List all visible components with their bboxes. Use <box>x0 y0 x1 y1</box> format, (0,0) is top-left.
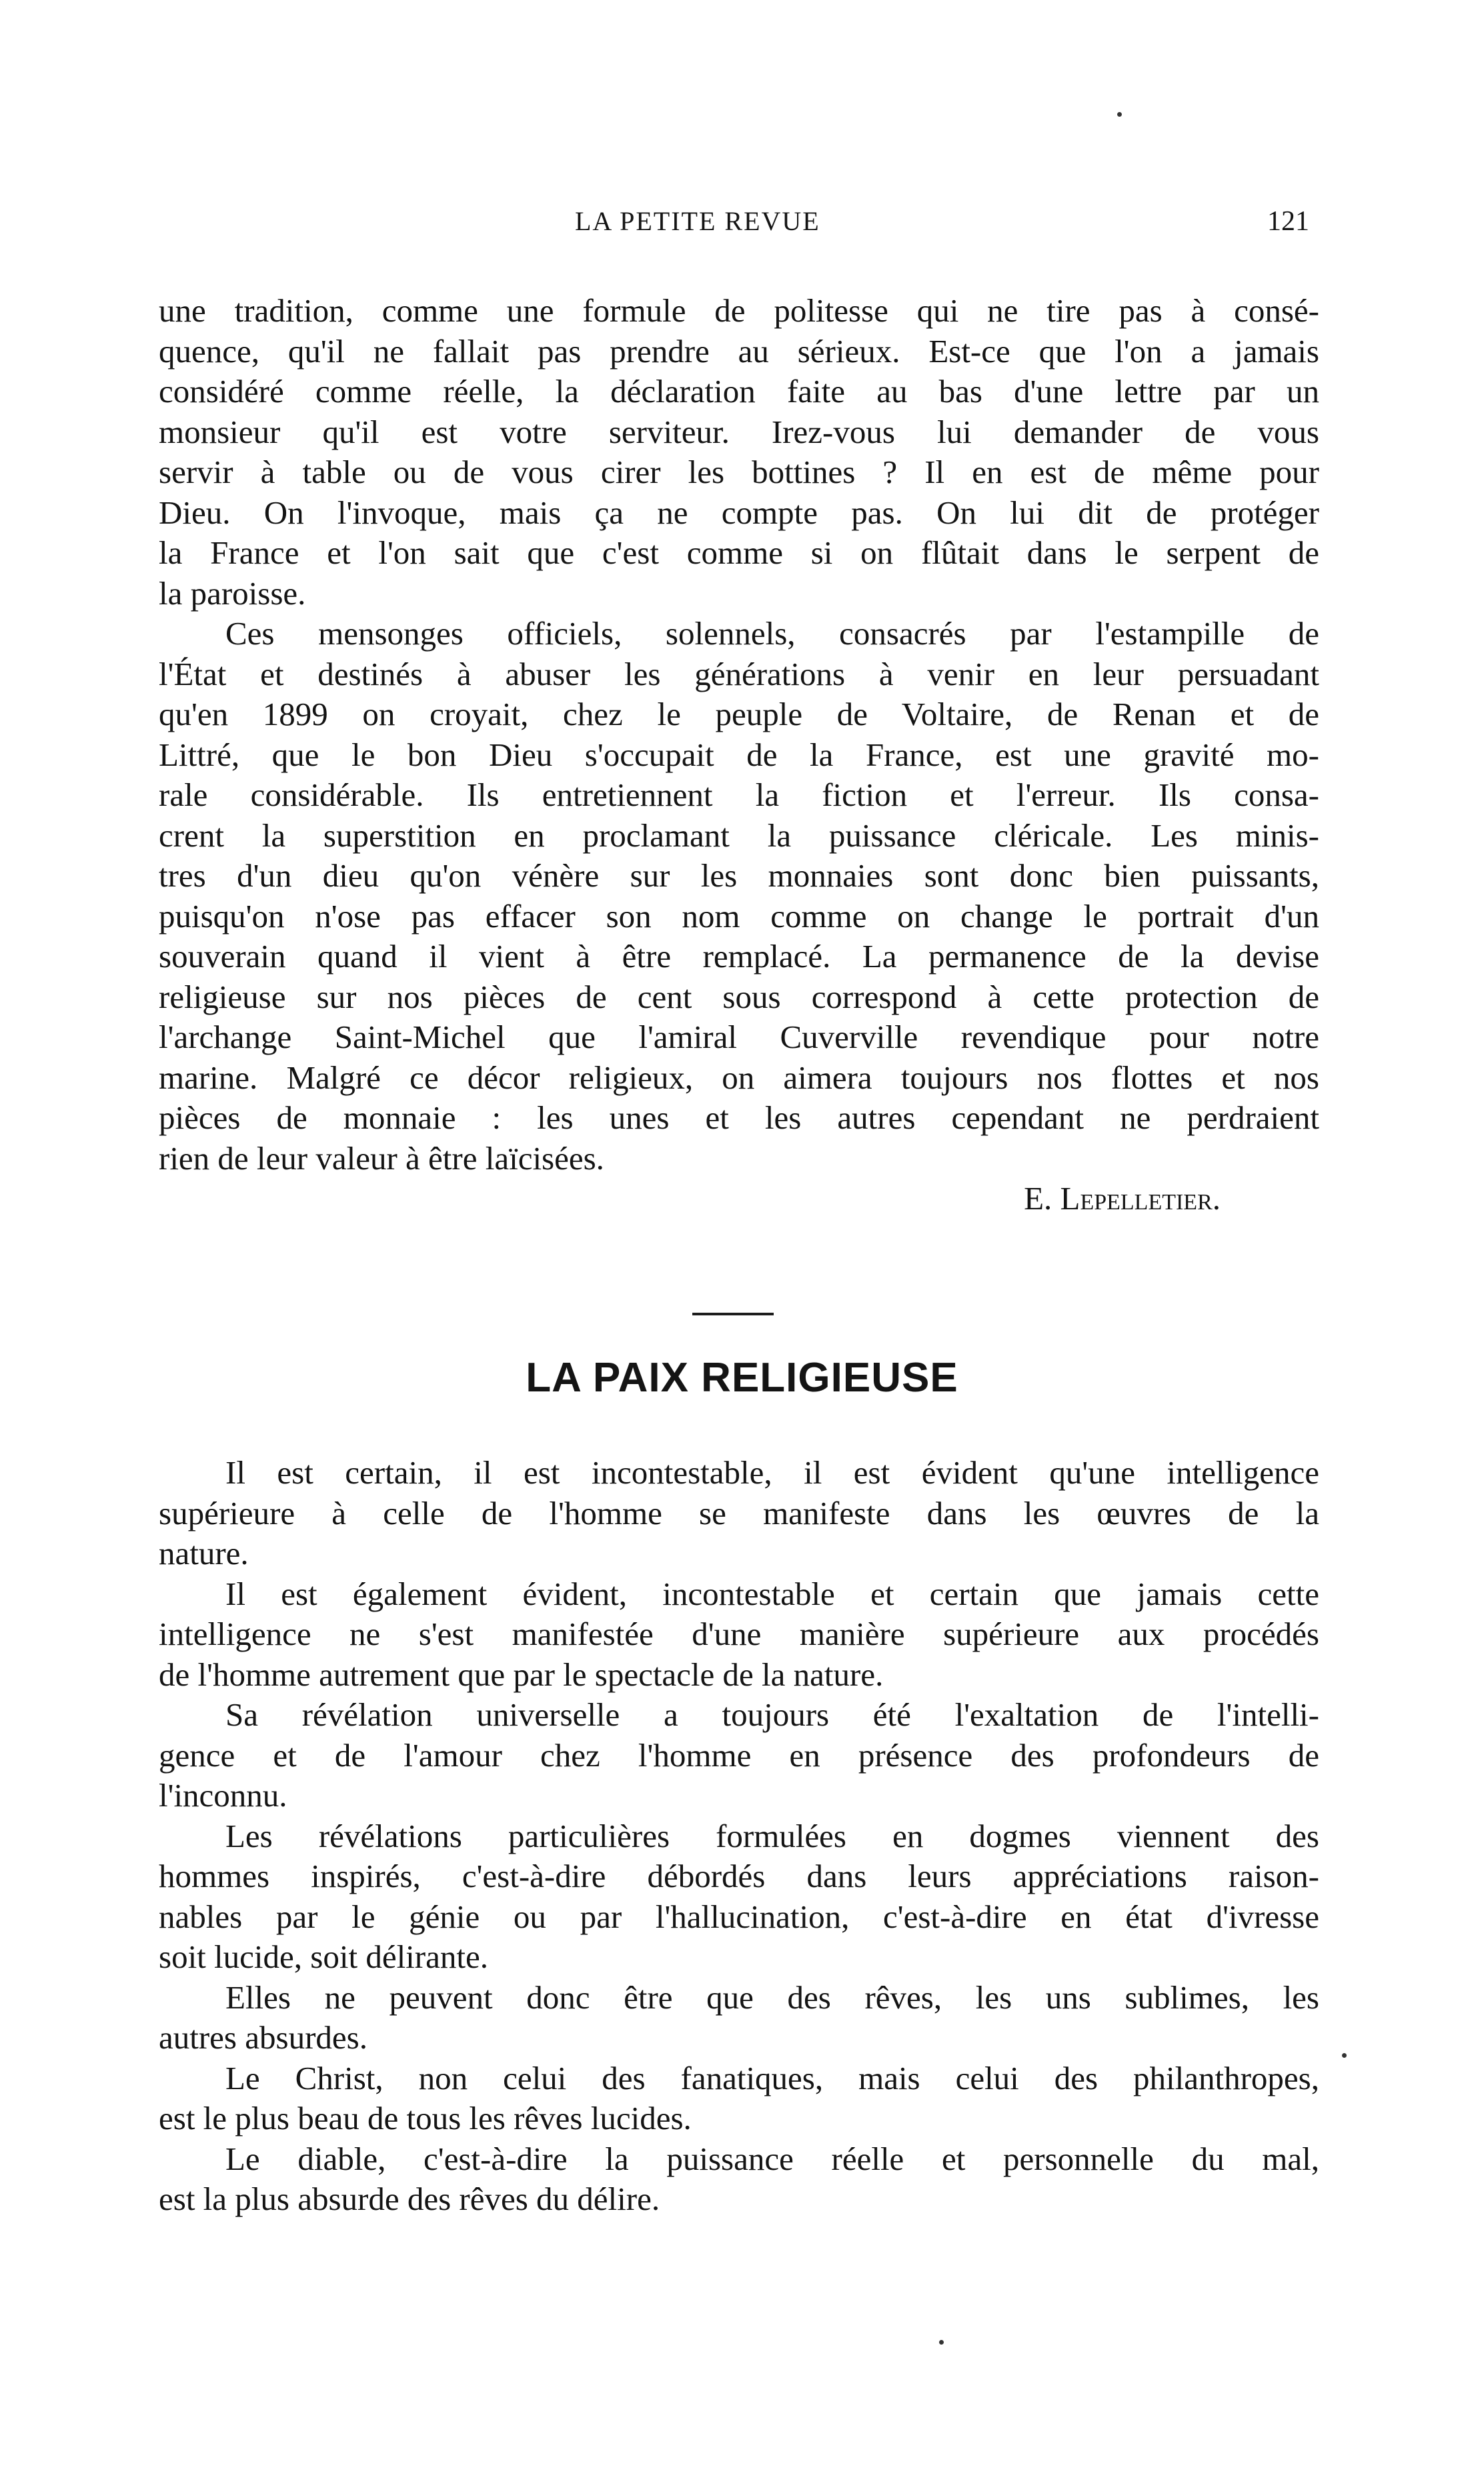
text-line: Elles ne peuvent donc être que des rêves, les uns sublimes, les <box>225 1978 1319 2016</box>
text-line: l'inconnu. <box>159 1777 287 1814</box>
text-line: hommes inspirés, c'est-à-dire débordés dans leurs appréciations raison- <box>159 1858 1319 1894</box>
text-line: supérieure à celle de l'homme se manifeste dans les œuvres de la <box>159 1494 1319 1531</box>
running-head: LA PETITE REVUE <box>575 206 820 236</box>
text-line: Les révélations particulières formulées en dogmes viennent des <box>225 1817 1319 1854</box>
text-line: pièces de monnaie : les unes et les autres cependant ne perdraient <box>159 1099 1319 1136</box>
text-line: est le plus beau de tous les rêves lucides. <box>159 2100 692 2136</box>
ink-speck <box>939 2340 944 2345</box>
text-line: est la plus absurde des rêves du délire. <box>159 2181 660 2217</box>
text-line: l'archange Saint-Michel que l'amiral Cuverville revendique pour notre <box>159 1019 1319 1055</box>
text-line: Le Christ, non celui des fanatiques, mais celui des philanthropes, <box>225 2059 1319 2096</box>
section-divider <box>692 1313 774 1315</box>
text-line: souverain quand il vient à être remplacé. La permanence de la devise <box>159 938 1319 975</box>
text-line: la France et l'on sait que c'est comme si on flûtait dans le serpent de <box>159 534 1319 571</box>
text-line: nables par le génie ou par l'hallucination, c'est-à-dire en état d'ivresse <box>159 1898 1319 1935</box>
text-line: Il est également évident, incontestable et certain que jamais cette <box>225 1575 1319 1612</box>
ink-speck <box>1342 2053 1347 2058</box>
text-line: puisqu'on n'ose pas effacer son nom comme on change le portrait d'un <box>159 897 1319 935</box>
text-line: Le diable, c'est-à-dire la puissance réelle et personnelle du mal, <box>225 2140 1319 2177</box>
article-body <box>159 1453 1319 2220</box>
text-line: Dieu. On l'invoque, mais ça ne compte pas. On lui dit de protéger <box>159 494 1319 531</box>
text-line: Ces mensonges officiels, solennels, consacrés par l'estampille de <box>225 615 1319 652</box>
text-line: servir à table ou de vous cirer les bottines ? Il en est de même pour <box>159 454 1319 490</box>
text-line: de l'homme autrement que par le spectacle de la nature. <box>159 1656 884 1693</box>
text-line: qu'en 1899 on croyait, chez le peuple de Voltaire, de Renan et de <box>159 696 1319 732</box>
text-line: quence, qu'il ne fallait pas prendre au sérieux. Est-ce que l'on a jamais <box>159 332 1319 370</box>
text-line: monsieur qu'il est votre serviteur. Irez-vous lui demander de vous <box>159 413 1319 450</box>
text-line: considéré comme réelle, la déclaration faite au bas d'une lettre par un <box>159 373 1319 410</box>
author-signature: E. Lepelletier. <box>1024 1180 1221 1217</box>
text-line: Sa révélation universelle a toujours été l'exaltation de l'intelli- <box>225 1696 1319 1733</box>
text-line: Littré, que le bon Dieu s'occupait de la France, est une gravité mo- <box>159 736 1319 773</box>
text-line: intelligence ne s'est manifestée d'une manière supérieure aux procédés <box>159 1616 1319 1652</box>
text-line: gence et de l'amour chez l'homme en présence des profondeurs de <box>159 1736 1319 1774</box>
text-line: soit lucide, soit délirante. <box>159 1938 488 1975</box>
text-line: rale considérable. Ils entretiennent la fiction et l'erreur. Ils consa- <box>159 776 1319 813</box>
ink-speck <box>1117 112 1122 117</box>
text-line: marine. Malgré ce décor religieux, on aimera toujours nos flottes et nos <box>159 1059 1319 1096</box>
article-title: LA PAIX RELIGIEUSE <box>526 1355 958 1401</box>
article-continuation <box>159 291 1319 1219</box>
text-line: crent la superstition en proclamant la puissance cléricale. Les minis- <box>159 816 1319 854</box>
text-line: religieuse sur nos pièces de cent sous correspond à cette protection de <box>159 978 1319 1015</box>
text-line: une tradition, comme une formule de politesse qui ne tire pas à consé- <box>159 292 1319 329</box>
text-line: nature. <box>159 1535 249 1572</box>
text-line: l'État et destinés à abuser les générations à venir en leur persuadant <box>159 655 1319 692</box>
text-line: tres d'un dieu qu'on vénère sur les monnaies sont donc bien puissants, <box>159 857 1319 894</box>
text-line: autres absurdes. <box>159 2019 367 2056</box>
text-line: rien de leur valeur à être laïcisées. <box>159 1139 604 1177</box>
page-number: 121 <box>1267 206 1309 237</box>
text-line: Il est certain, il est incontestable, il est évident qu'une intelligence <box>225 1454 1319 1491</box>
text-line: la paroisse. <box>159 574 306 612</box>
